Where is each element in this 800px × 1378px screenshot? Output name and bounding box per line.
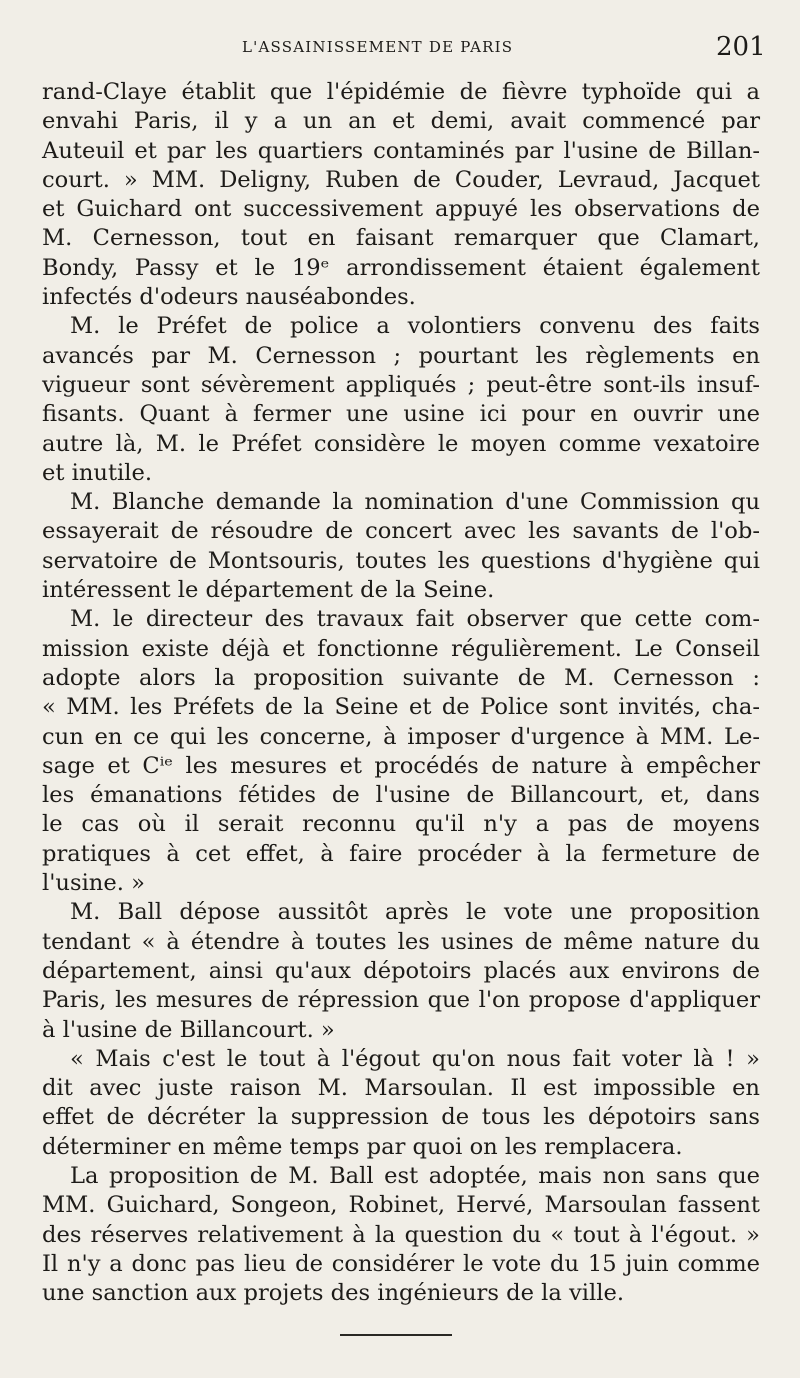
text-line: cun en ce qui les concerne, à imposer d'urgence à MM. Le- — [42, 723, 760, 750]
text-line: M. le Préfet de police a volontiers convenu des faits — [70, 313, 760, 340]
text-line: La proposition de M. Ball est adoptée, mais non sans que — [70, 1162, 760, 1189]
text-line: une sanction aux projets des ingénieurs de la ville. — [42, 1280, 624, 1307]
text-line: dit avec juste raison M. Marsoulan. Il est impossible en — [42, 1075, 760, 1102]
text-line: M. Blanche demande la nomination d'une Commission qu — [70, 489, 760, 516]
text-line: et Guichard ont successivement appuyé les observations de — [42, 196, 760, 223]
text-line: M. le directeur des travaux fait observer que cette com- — [70, 606, 760, 633]
end-rule — [340, 1334, 452, 1336]
text-line: et inutile. — [42, 459, 153, 486]
text-line: envahi Paris, il y a un an et demi, avait commencé par — [42, 108, 760, 135]
text-line: autre là, M. le Préfet considère le moyen comme vexatoire — [42, 430, 760, 457]
text-line: avancés par M. Cernesson ; pourtant les règlements en — [42, 342, 760, 369]
text-line: MM. Guichard, Songeon, Robinet, Hervé, Marsoulan fassent — [42, 1192, 760, 1219]
body-text — [42, 78, 760, 1308]
text-line: Il n'y a donc pas lieu de considérer le vote du 15 juin comme — [42, 1250, 760, 1277]
text-line: mission existe déjà et fonctionne régulièrement. Le Conseil — [42, 635, 760, 662]
text-line: les émanations fétides de l'usine de Billancourt, et, dans — [42, 782, 760, 809]
text-line: servatoire de Montsouris, toutes les questions d'hygiène qui — [42, 547, 760, 574]
text-line: effet de décréter la suppression de tous les dépotoirs sans — [42, 1104, 760, 1131]
text-line: pratiques à cet effet, à faire procéder à la fermeture de — [42, 840, 760, 867]
page-header — [0, 32, 800, 66]
text-line: « Mais c'est le tout à l'égout qu'on nous fait voter là ! » — [70, 1045, 760, 1072]
text-line: M. Ball dépose aussitôt après le vote une proposition — [70, 899, 760, 926]
text-line: département, ainsi qu'aux dépotoirs placés aux environs de — [42, 957, 760, 984]
text-line: tendant « à étendre à toutes les usines de même nature du — [42, 928, 760, 955]
text-line: « MM. les Préfets de la Seine et de Police sont invités, cha- — [42, 694, 760, 721]
text-line: sage et Cⁱᵉ les mesures et procédés de nature à empêcher — [42, 752, 760, 779]
page-number: 201 — [716, 32, 766, 62]
text-line: Bondy, Passy et le 19ᵉ arrondissement étaient également — [42, 254, 760, 281]
text-line: adopte alors la proposition suivante de M. Cernesson : — [42, 664, 760, 691]
text-line: rand-Claye établit que l'épidémie de fièvre typhoïde qui a — [42, 79, 760, 105]
text-line: infectés d'odeurs nauséabondes. — [42, 284, 416, 311]
text-line: Paris, les mesures de répression que l'on propose d'appliquer — [42, 987, 760, 1014]
text-line: des réserves relativement à la question du « tout à l'égout. » — [42, 1221, 760, 1248]
text-line: essayerait de résoudre de concert avec les savants de l'ob- — [42, 518, 760, 545]
text-line: déterminer en même temps par quoi on les remplacera. — [42, 1133, 683, 1160]
text-line: à l'usine de Billancourt. » — [42, 1016, 335, 1043]
text-line: court. » MM. Deligny, Ruben de Couder, Levraud, Jacquet — [42, 166, 760, 193]
text-line: fisants. Quant à fermer une usine ici pour en ouvrir une — [42, 401, 760, 428]
text-line: Auteuil et par les quartiers contaminés par l'usine de Billan- — [42, 137, 760, 164]
text-line: l'usine. » — [42, 870, 145, 897]
text-line: le cas où il serait reconnu qu'il n'y a pas de moyens — [42, 811, 760, 838]
text-line: intéressent le département de la Seine. — [42, 577, 495, 604]
text-line: M. Cernesson, tout en faisant remarquer que Clamart, — [42, 225, 760, 252]
text-line: vigueur sont sévèrement appliqués ; peut-être sont-ils insuf- — [42, 371, 760, 398]
running-title: L'ASSAINISSEMENT DE PARIS — [242, 38, 514, 56]
